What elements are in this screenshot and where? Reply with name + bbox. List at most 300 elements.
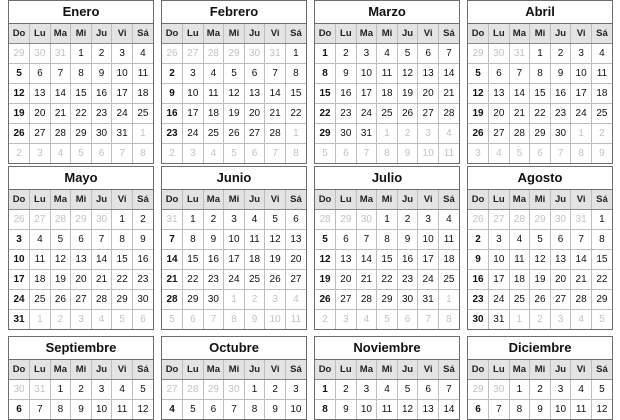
- day-cell[interactable]: 8: [315, 64, 336, 84]
- day-cell-other-month[interactable]: 5: [599, 314, 605, 325]
- day-cell-other-month[interactable]: 3: [30, 144, 51, 164]
- day-cell[interactable]: 5: [224, 64, 245, 84]
- day-cell[interactable]: 26: [530, 290, 551, 310]
- day-cell-other-month[interactable]: 29: [224, 44, 245, 64]
- day-cell[interactable]: 30: [336, 124, 357, 144]
- day-cell[interactable]: 15: [315, 84, 336, 104]
- day-cell[interactable]: 29: [315, 124, 336, 144]
- day-cell[interactable]: 2: [550, 44, 571, 64]
- day-cell[interactable]: 1: [244, 380, 265, 400]
- day-cell[interactable]: 7: [50, 64, 71, 84]
- day-cell[interactable]: 6: [418, 44, 439, 64]
- day-cell-other-month[interactable]: 7: [265, 144, 286, 164]
- day-cell[interactable]: 6: [9, 400, 30, 420]
- day-cell[interactable]: 3: [91, 380, 112, 400]
- day-cell-other-month[interactable]: 2: [162, 144, 183, 164]
- day-cell[interactable]: 29: [530, 124, 551, 144]
- day-cell[interactable]: 31: [489, 310, 510, 330]
- day-cell-other-month[interactable]: 31: [509, 44, 530, 64]
- day-cell[interactable]: 23: [336, 104, 357, 124]
- day-cell[interactable]: 15: [591, 250, 612, 270]
- day-cell[interactable]: 13: [489, 84, 510, 104]
- day-cell[interactable]: 4: [162, 400, 183, 420]
- day-cell[interactable]: 9: [397, 230, 418, 250]
- day-cell[interactable]: 27: [30, 124, 51, 144]
- day-cell[interactable]: 12: [468, 84, 489, 104]
- day-cell[interactable]: 14: [50, 84, 71, 104]
- day-cell[interactable]: 2: [530, 380, 551, 400]
- day-cell[interactable]: 1: [530, 44, 551, 64]
- day-cell[interactable]: 24: [183, 124, 204, 144]
- day-cell[interactable]: 11: [377, 64, 398, 84]
- day-cell[interactable]: 7: [438, 380, 459, 400]
- day-cell[interactable]: 22: [285, 104, 306, 124]
- day-cell[interactable]: 1: [509, 380, 530, 400]
- day-cell[interactable]: 27: [71, 290, 92, 310]
- day-cell[interactable]: 14: [509, 84, 530, 104]
- day-cell[interactable]: 14: [265, 84, 286, 104]
- day-cell-other-month[interactable]: 3: [550, 310, 571, 330]
- day-cell-other-month[interactable]: 30: [9, 380, 30, 400]
- day-cell-other-month[interactable]: 1: [509, 310, 530, 330]
- day-cell[interactable]: 9: [265, 400, 286, 420]
- day-cell[interactable]: 22: [112, 270, 133, 290]
- day-cell-other-month[interactable]: 9: [244, 310, 265, 330]
- day-cell-other-month[interactable]: 6: [91, 144, 112, 164]
- day-cell[interactable]: 25: [438, 270, 459, 290]
- day-cell[interactable]: 20: [336, 270, 357, 290]
- day-cell-other-month[interactable]: 4: [91, 310, 112, 330]
- day-cell[interactable]: 15: [285, 84, 306, 104]
- day-cell[interactable]: 12: [397, 400, 418, 420]
- day-cell[interactable]: 9: [71, 400, 92, 420]
- day-cell[interactable]: 1: [71, 44, 92, 64]
- day-cell[interactable]: 10: [9, 250, 30, 270]
- day-cell-other-month[interactable]: 8: [224, 310, 245, 330]
- day-cell[interactable]: 12: [397, 64, 418, 84]
- day-cell[interactable]: 7: [265, 64, 286, 84]
- day-cell[interactable]: 28: [265, 124, 286, 144]
- day-cell[interactable]: 2: [397, 210, 418, 230]
- day-cell[interactable]: 18: [509, 270, 530, 290]
- day-cell-other-month[interactable]: 30: [91, 210, 112, 230]
- day-cell-other-month[interactable]: 31: [265, 44, 286, 64]
- day-cell-other-month[interactable]: 30: [356, 210, 377, 230]
- day-cell[interactable]: 21: [50, 104, 71, 124]
- day-cell-other-month[interactable]: 3: [336, 310, 357, 330]
- day-cell[interactable]: 27: [550, 290, 571, 310]
- day-cell[interactable]: 5: [50, 230, 71, 250]
- day-cell-other-month[interactable]: 4: [356, 310, 377, 330]
- day-cell[interactable]: 4: [591, 44, 612, 64]
- day-cell[interactable]: 20: [244, 104, 265, 124]
- day-cell[interactable]: 19: [224, 104, 245, 124]
- day-cell[interactable]: 7: [509, 64, 530, 84]
- day-cell[interactable]: 19: [9, 104, 30, 124]
- day-cell[interactable]: 30: [468, 310, 489, 330]
- day-cell[interactable]: 19: [265, 250, 286, 270]
- day-cell-other-month[interactable]: 26: [9, 210, 30, 230]
- day-cell-other-month[interactable]: 8: [571, 144, 592, 164]
- day-cell-other-month[interactable]: 29: [530, 210, 551, 230]
- day-cell[interactable]: 7: [489, 400, 510, 420]
- day-cell[interactable]: 15: [112, 250, 133, 270]
- day-cell-other-month[interactable]: 2: [315, 310, 336, 330]
- day-cell-other-month[interactable]: 29: [468, 44, 489, 64]
- day-cell[interactable]: 23: [397, 270, 418, 290]
- day-cell[interactable]: 7: [30, 400, 51, 420]
- day-cell[interactable]: 10: [489, 250, 510, 270]
- day-cell[interactable]: 14: [356, 250, 377, 270]
- day-cell-other-month[interactable]: 30: [550, 210, 571, 230]
- day-cell[interactable]: 28: [438, 104, 459, 124]
- day-cell[interactable]: 9: [91, 64, 112, 84]
- day-cell[interactable]: 5: [315, 230, 336, 250]
- day-cell-other-month[interactable]: 4: [489, 144, 510, 164]
- day-cell[interactable]: 23: [162, 124, 183, 144]
- day-cell[interactable]: 2: [265, 380, 286, 400]
- day-cell[interactable]: 17: [489, 270, 510, 290]
- day-cell[interactable]: 14: [443, 404, 455, 415]
- day-cell-other-month[interactable]: 6: [140, 314, 146, 325]
- day-cell-other-month[interactable]: 3: [183, 144, 204, 164]
- day-cell[interactable]: 20: [30, 104, 51, 124]
- day-cell[interactable]: 26: [468, 124, 489, 144]
- day-cell[interactable]: 28: [509, 124, 530, 144]
- day-cell[interactable]: 25: [591, 104, 612, 124]
- day-cell[interactable]: 16: [397, 250, 418, 270]
- day-cell[interactable]: 21: [356, 270, 377, 290]
- day-cell-other-month[interactable]: 7: [418, 310, 439, 330]
- day-cell-other-month[interactable]: 5: [71, 144, 92, 164]
- day-cell[interactable]: 24: [112, 104, 133, 124]
- day-cell[interactable]: 16: [91, 84, 112, 104]
- day-cell[interactable]: 10: [356, 400, 377, 420]
- day-cell[interactable]: 4: [377, 380, 398, 400]
- day-cell-other-month[interactable]: 7: [356, 144, 377, 164]
- day-cell-other-month[interactable]: 5: [509, 144, 530, 164]
- day-cell[interactable]: 12: [530, 250, 551, 270]
- day-cell[interactable]: 2: [468, 230, 489, 250]
- day-cell[interactable]: 13: [244, 84, 265, 104]
- day-cell[interactable]: 10: [224, 230, 245, 250]
- day-cell[interactable]: 26: [397, 104, 418, 124]
- day-cell[interactable]: 19: [50, 270, 71, 290]
- day-cell[interactable]: 21: [265, 104, 286, 124]
- day-cell[interactable]: 18: [438, 250, 459, 270]
- day-cell[interactable]: 16: [203, 250, 224, 270]
- day-cell-other-month[interactable]: 2: [50, 310, 71, 330]
- day-cell[interactable]: 21: [509, 104, 530, 124]
- day-cell-other-month[interactable]: 1: [438, 290, 459, 310]
- day-cell[interactable]: 2: [162, 64, 183, 84]
- day-cell[interactable]: 4: [132, 44, 153, 64]
- day-cell[interactable]: 8: [591, 230, 612, 250]
- day-cell-other-month[interactable]: 2: [530, 310, 551, 330]
- day-cell[interactable]: 11: [132, 64, 153, 84]
- day-cell[interactable]: 30: [397, 290, 418, 310]
- day-cell-other-month[interactable]: 7: [112, 144, 133, 164]
- day-cell[interactable]: 19: [397, 84, 418, 104]
- day-cell[interactable]: 23: [203, 270, 224, 290]
- day-cell[interactable]: 24: [418, 270, 439, 290]
- day-cell[interactable]: 8: [377, 230, 398, 250]
- day-cell[interactable]: 8: [530, 64, 551, 84]
- day-cell-other-month[interactable]: 8: [293, 148, 299, 159]
- day-cell-other-month[interactable]: 9: [599, 148, 605, 159]
- day-cell[interactable]: 27: [244, 124, 265, 144]
- day-cell[interactable]: 21: [438, 84, 459, 104]
- day-cell-other-month[interactable]: 1: [224, 290, 245, 310]
- day-cell[interactable]: 25: [509, 290, 530, 310]
- day-cell-other-month[interactable]: 2: [9, 144, 30, 164]
- day-cell-other-month[interactable]: 4: [50, 144, 71, 164]
- day-cell-other-month[interactable]: 30: [489, 44, 510, 64]
- day-cell-other-month[interactable]: 27: [162, 380, 183, 400]
- day-cell-other-month[interactable]: 6: [244, 144, 265, 164]
- day-cell[interactable]: 9: [162, 84, 183, 104]
- day-cell[interactable]: 5: [591, 380, 612, 400]
- day-cell[interactable]: 22: [530, 104, 551, 124]
- day-cell-other-month[interactable]: 4: [438, 124, 459, 144]
- day-cell[interactable]: 28: [91, 290, 112, 310]
- day-cell[interactable]: 5: [132, 380, 153, 400]
- day-cell[interactable]: 3: [285, 380, 306, 400]
- day-cell[interactable]: 4: [244, 210, 265, 230]
- day-cell[interactable]: 6: [489, 64, 510, 84]
- day-cell[interactable]: 7: [162, 230, 183, 250]
- day-cell[interactable]: 28: [571, 290, 592, 310]
- day-cell[interactable]: 14: [162, 250, 183, 270]
- day-cell[interactable]: 15: [183, 250, 204, 270]
- day-cell[interactable]: 19: [530, 270, 551, 290]
- day-cell[interactable]: 3: [356, 44, 377, 64]
- day-cell-other-month[interactable]: 7: [203, 310, 224, 330]
- day-cell[interactable]: 13: [336, 250, 357, 270]
- day-cell[interactable]: 3: [112, 44, 133, 64]
- day-cell[interactable]: 30: [91, 124, 112, 144]
- day-cell-other-month[interactable]: 30: [30, 44, 51, 64]
- day-cell-other-month[interactable]: 26: [162, 44, 183, 64]
- day-cell[interactable]: 17: [356, 84, 377, 104]
- day-cell-other-month[interactable]: 29: [71, 210, 92, 230]
- day-cell[interactable]: 11: [438, 230, 459, 250]
- day-cell[interactable]: 7: [91, 230, 112, 250]
- day-cell[interactable]: 13: [418, 64, 439, 84]
- day-cell[interactable]: 12: [596, 404, 608, 415]
- day-cell[interactable]: 28: [50, 124, 71, 144]
- day-cell[interactable]: 8: [112, 230, 133, 250]
- day-cell[interactable]: 8: [244, 400, 265, 420]
- day-cell[interactable]: 6: [550, 230, 571, 250]
- day-cell-other-month[interactable]: 30: [224, 380, 245, 400]
- day-cell-other-month[interactable]: 2: [397, 124, 418, 144]
- day-cell[interactable]: 9: [550, 64, 571, 84]
- day-cell[interactable]: 4: [112, 380, 133, 400]
- day-cell[interactable]: 26: [224, 124, 245, 144]
- day-cell[interactable]: 16: [336, 84, 357, 104]
- day-cell-other-month[interactable]: 28: [509, 210, 530, 230]
- day-cell-other-month[interactable]: 11: [290, 314, 302, 325]
- day-cell-other-month[interactable]: 1: [285, 124, 306, 144]
- day-cell[interactable]: 12: [224, 84, 245, 104]
- day-cell[interactable]: 6: [203, 400, 224, 420]
- day-cell[interactable]: 9: [468, 250, 489, 270]
- day-cell[interactable]: 23: [91, 104, 112, 124]
- day-cell-other-month[interactable]: 6: [397, 310, 418, 330]
- day-cell-other-month[interactable]: 5: [162, 310, 183, 330]
- day-cell[interactable]: 30: [132, 290, 153, 310]
- day-cell[interactable]: 9: [336, 64, 357, 84]
- day-cell[interactable]: 9: [203, 230, 224, 250]
- day-cell[interactable]: 10: [183, 84, 204, 104]
- day-cell[interactable]: 26: [265, 270, 286, 290]
- day-cell[interactable]: 24: [571, 104, 592, 124]
- day-cell[interactable]: 4: [30, 230, 51, 250]
- day-cell[interactable]: 8: [509, 400, 530, 420]
- day-cell[interactable]: 7: [356, 230, 377, 250]
- day-cell[interactable]: 29: [183, 290, 204, 310]
- day-cell[interactable]: 9: [530, 400, 551, 420]
- day-cell[interactable]: 2: [336, 44, 357, 64]
- day-cell[interactable]: 6: [244, 64, 265, 84]
- day-cell[interactable]: 24: [489, 290, 510, 310]
- day-cell[interactable]: 7: [438, 44, 459, 64]
- day-cell[interactable]: 25: [132, 104, 153, 124]
- day-cell[interactable]: 5: [9, 64, 30, 84]
- day-cell[interactable]: 29: [112, 290, 133, 310]
- day-cell[interactable]: 26: [50, 290, 71, 310]
- day-cell[interactable]: 23: [550, 104, 571, 124]
- day-cell[interactable]: 6: [71, 230, 92, 250]
- day-cell[interactable]: 1: [50, 380, 71, 400]
- day-cell-other-month[interactable]: 29: [468, 380, 489, 400]
- day-cell-other-month[interactable]: 28: [50, 210, 71, 230]
- day-cell-other-month[interactable]: 29: [203, 380, 224, 400]
- day-cell[interactable]: 11: [30, 250, 51, 270]
- day-cell-other-month[interactable]: 1: [132, 124, 153, 144]
- day-cell[interactable]: 3: [571, 44, 592, 64]
- day-cell[interactable]: 12: [315, 250, 336, 270]
- day-cell[interactable]: 16: [468, 270, 489, 290]
- day-cell-other-month[interactable]: 27: [489, 210, 510, 230]
- day-cell[interactable]: 3: [183, 64, 204, 84]
- day-cell-other-month[interactable]: 31: [30, 380, 51, 400]
- day-cell[interactable]: 3: [418, 210, 439, 230]
- day-cell[interactable]: 2: [71, 380, 92, 400]
- day-cell-other-month[interactable]: 6: [530, 144, 551, 164]
- day-cell-other-month[interactable]: 4: [285, 290, 306, 310]
- day-cell[interactable]: 26: [9, 124, 30, 144]
- day-cell[interactable]: 2: [91, 44, 112, 64]
- day-cell[interactable]: 12: [265, 230, 286, 250]
- day-cell-other-month[interactable]: 31: [162, 210, 183, 230]
- day-cell-other-month[interactable]: 9: [397, 144, 418, 164]
- day-cell[interactable]: 28: [356, 290, 377, 310]
- day-cell[interactable]: 17: [112, 84, 133, 104]
- day-cell[interactable]: 3: [9, 230, 30, 250]
- day-cell-other-month[interactable]: 10: [418, 144, 439, 164]
- day-cell[interactable]: 26: [315, 290, 336, 310]
- day-cell[interactable]: 6: [418, 380, 439, 400]
- day-cell[interactable]: 5: [468, 64, 489, 84]
- day-cell[interactable]: 13: [285, 230, 306, 250]
- day-cell-other-month[interactable]: 31: [571, 210, 592, 230]
- day-cell-other-month[interactable]: 11: [443, 148, 455, 159]
- day-cell[interactable]: 22: [71, 104, 92, 124]
- day-cell[interactable]: 30: [550, 124, 571, 144]
- day-cell[interactable]: 20: [71, 270, 92, 290]
- day-cell-other-month[interactable]: 26: [468, 210, 489, 230]
- day-cell-other-month[interactable]: 3: [265, 290, 286, 310]
- day-cell[interactable]: 4: [509, 230, 530, 250]
- day-cell[interactable]: 27: [336, 290, 357, 310]
- day-cell-other-month[interactable]: 31: [50, 44, 71, 64]
- day-cell-other-month[interactable]: 28: [183, 380, 204, 400]
- day-cell[interactable]: 25: [244, 270, 265, 290]
- day-cell[interactable]: 13: [418, 400, 439, 420]
- day-cell[interactable]: 11: [203, 84, 224, 104]
- day-cell-other-month[interactable]: 4: [571, 310, 592, 330]
- day-cell-other-month[interactable]: 1: [377, 124, 398, 144]
- day-cell-other-month[interactable]: 1: [30, 310, 51, 330]
- day-cell[interactable]: 13: [71, 250, 92, 270]
- day-cell[interactable]: 1: [112, 210, 133, 230]
- day-cell[interactable]: 20: [285, 250, 306, 270]
- day-cell[interactable]: 2: [203, 210, 224, 230]
- day-cell-other-month[interactable]: 8: [446, 314, 452, 325]
- day-cell-other-month[interactable]: 27: [183, 44, 204, 64]
- day-cell[interactable]: 4: [438, 210, 459, 230]
- day-cell[interactable]: 31: [356, 124, 377, 144]
- day-cell-other-month[interactable]: 3: [468, 144, 489, 164]
- day-cell[interactable]: 10: [91, 400, 112, 420]
- day-cell[interactable]: 4: [377, 44, 398, 64]
- day-cell-other-month[interactable]: 3: [71, 310, 92, 330]
- day-cell[interactable]: 3: [489, 230, 510, 250]
- day-cell[interactable]: 10: [571, 64, 592, 84]
- day-cell[interactable]: 6: [336, 230, 357, 250]
- day-cell[interactable]: 9: [132, 230, 153, 250]
- day-cell[interactable]: 17: [9, 270, 30, 290]
- day-cell[interactable]: 1: [591, 210, 612, 230]
- day-cell[interactable]: 5: [397, 44, 418, 64]
- day-cell[interactable]: 27: [489, 124, 510, 144]
- day-cell[interactable]: 27: [285, 270, 306, 290]
- day-cell[interactable]: 14: [91, 250, 112, 270]
- day-cell[interactable]: 27: [418, 104, 439, 124]
- day-cell[interactable]: 8: [183, 230, 204, 250]
- day-cell-other-month[interactable]: 2: [591, 124, 612, 144]
- day-cell[interactable]: 2: [132, 210, 153, 230]
- day-cell[interactable]: 22: [183, 270, 204, 290]
- day-cell[interactable]: 1: [285, 44, 306, 64]
- day-cell[interactable]: 17: [571, 84, 592, 104]
- day-cell[interactable]: 12: [50, 250, 71, 270]
- day-cell-other-month[interactable]: 6: [336, 144, 357, 164]
- day-cell[interactable]: 8: [285, 64, 306, 84]
- day-cell[interactable]: 6: [468, 400, 489, 420]
- day-cell[interactable]: 16: [132, 250, 153, 270]
- day-cell[interactable]: 8: [50, 400, 71, 420]
- day-cell[interactable]: 4: [203, 64, 224, 84]
- day-cell[interactable]: 12: [9, 84, 30, 104]
- day-cell[interactable]: 18: [244, 250, 265, 270]
- day-cell[interactable]: 25: [203, 124, 224, 144]
- day-cell[interactable]: 5: [530, 230, 551, 250]
- day-cell[interactable]: 1: [315, 44, 336, 64]
- day-cell[interactable]: 22: [591, 270, 612, 290]
